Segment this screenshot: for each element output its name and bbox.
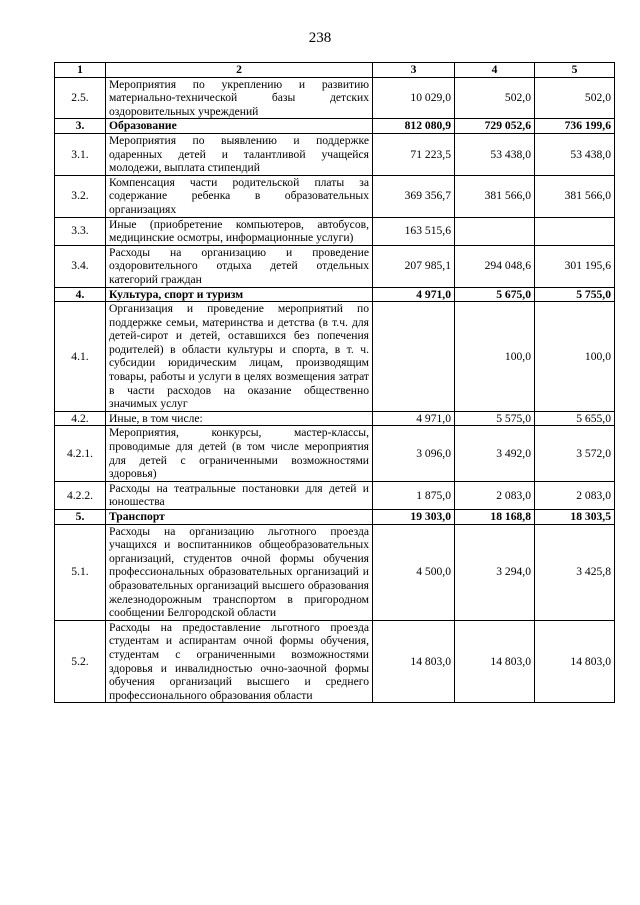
col-header-4: 4	[455, 63, 535, 78]
value-col-4: 5 675,0	[455, 287, 535, 302]
row-number: 3.1.	[55, 133, 106, 175]
value-col-4: 3 492,0	[455, 426, 535, 481]
row-number: 5.1.	[55, 524, 106, 620]
row-description: Мероприятия, конкурсы, мастер-классы, проводимые для детей (в том числе мероприятия для детей с ограниченными возможностями здоровья)	[106, 426, 373, 481]
value-col-5: 502,0	[535, 77, 615, 119]
table-row	[55, 77, 615, 119]
value-col-5: 736 199,6	[535, 119, 615, 134]
header-row	[55, 63, 615, 78]
row-number: 4.2.1.	[55, 426, 106, 481]
value-col-3: 3 096,0	[373, 426, 455, 481]
value-col-4: 18 168,8	[455, 510, 535, 525]
col-header-1: 1	[55, 63, 106, 78]
col-header-5: 5	[535, 63, 615, 78]
value-col-3: 14 803,0	[373, 620, 455, 703]
table-body	[55, 77, 615, 703]
value-col-5: 53 438,0	[535, 133, 615, 175]
row-description: Расходы на театральные постановки для детей и юношества	[106, 481, 373, 509]
value-col-3: 71 223,5	[373, 133, 455, 175]
value-col-3: 1 875,0	[373, 481, 455, 509]
value-col-4: 729 052,6	[455, 119, 535, 134]
value-col-3: 369 356,7	[373, 175, 455, 217]
value-col-5: 5 655,0	[535, 411, 615, 426]
value-col-5: 3 572,0	[535, 426, 615, 481]
value-col-5: 5 755,0	[535, 287, 615, 302]
row-number: 5.	[55, 510, 106, 525]
budget-table	[54, 62, 615, 703]
value-col-5: 100,0	[535, 302, 615, 412]
value-col-5: 381 566,0	[535, 175, 615, 217]
value-col-3	[373, 302, 455, 412]
table-row	[55, 481, 615, 509]
table-row	[55, 245, 615, 287]
value-col-3: 19 303,0	[373, 510, 455, 525]
table-row	[55, 302, 615, 412]
section-row	[55, 287, 615, 302]
value-col-5	[535, 217, 615, 245]
row-description: Компенсация части родительской платы за содержание ребенка в образовательных организациях	[106, 175, 373, 217]
value-col-4: 5 575,0	[455, 411, 535, 426]
row-number: 4.2.	[55, 411, 106, 426]
table-row	[55, 620, 615, 703]
row-number: 4.	[55, 287, 106, 302]
table-row	[55, 524, 615, 620]
row-number: 2.5.	[55, 77, 106, 119]
row-description: Транспорт	[106, 510, 373, 525]
value-col-5: 301 195,6	[535, 245, 615, 287]
row-description: Иные (приобретение компьютеров, автобусов, медицинские осмотры, информационные услуги)	[106, 217, 373, 245]
row-number: 3.	[55, 119, 106, 134]
table-row	[55, 133, 615, 175]
value-col-4	[455, 217, 535, 245]
value-col-3: 207 985,1	[373, 245, 455, 287]
value-col-3: 812 080,9	[373, 119, 455, 134]
row-description: Образование	[106, 119, 373, 134]
value-col-5: 18 303,5	[535, 510, 615, 525]
table-row	[55, 175, 615, 217]
row-description: Расходы на организацию льготного проезда учащихся и воспитанников общеобразовательных организаций, студентов очной формы обучения профессиональных образовательных организаций и образовательных организаций высшего образования железнодорожным транспортом в пригородном сообщении Белгородской области	[106, 524, 373, 620]
value-col-4: 100,0	[455, 302, 535, 412]
row-description: Иные, в том числе:	[106, 411, 373, 426]
row-description: Мероприятия по выявлению и поддержке одаренных детей и талантливой учащейся молодежи, выплата стипендий	[106, 133, 373, 175]
table-row	[55, 411, 615, 426]
page-number: 238	[308, 30, 332, 46]
value-col-5: 2 083,0	[535, 481, 615, 509]
value-col-5: 3 425,8	[535, 524, 615, 620]
col-header-2: 2	[106, 63, 373, 78]
value-col-4: 3 294,0	[455, 524, 535, 620]
value-col-4: 294 048,6	[455, 245, 535, 287]
row-number: 5.2.	[55, 620, 106, 703]
row-number: 4.1.	[55, 302, 106, 412]
row-description: Расходы на организацию и проведение оздоровительного отдыха детей отдельных категорий граждан	[106, 245, 373, 287]
row-description: Организация и проведение мероприятий по поддержке семьи, материнства и детства (в т.ч. для детей-сирот и детей, оставшихся без попечения родителей) в области культуры и спорта, в т. ч. субсидии юридическим лицам, производящим товары, работы и услуги в целях возмещения затрат в части расходов на оказание общественно значимых услуг	[106, 302, 373, 412]
value-col-4: 2 083,0	[455, 481, 535, 509]
value-col-3: 4 971,0	[373, 287, 455, 302]
value-col-4: 53 438,0	[455, 133, 535, 175]
table-row	[55, 217, 615, 245]
row-description: Мероприятия по укреплению и развитию материально-технической базы детских оздоровительных учреждений	[106, 77, 373, 119]
value-col-4: 502,0	[455, 77, 535, 119]
section-row	[55, 510, 615, 525]
value-col-4: 14 803,0	[455, 620, 535, 703]
value-col-3: 163 515,6	[373, 217, 455, 245]
row-description: Культура, спорт и туризм	[106, 287, 373, 302]
col-header-3: 3	[373, 63, 455, 78]
value-col-3: 10 029,0	[373, 77, 455, 119]
row-number: 3.3.	[55, 217, 106, 245]
value-col-4: 381 566,0	[455, 175, 535, 217]
value-col-3: 4 500,0	[373, 524, 455, 620]
row-number: 3.4.	[55, 245, 106, 287]
value-col-5: 14 803,0	[535, 620, 615, 703]
table-row	[55, 426, 615, 481]
row-number: 3.2.	[55, 175, 106, 217]
row-description: Расходы на предоставление льготного проезда студентам и аспирантам очной формы обучения, студентам с ограниченными возможностями здоровья и инвалидностью очно-заочной формы обучения организаций высшего и среднего профессионального образования области	[106, 620, 373, 703]
row-number: 4.2.2.	[55, 481, 106, 509]
section-row	[55, 119, 615, 134]
value-col-3: 4 971,0	[373, 411, 455, 426]
